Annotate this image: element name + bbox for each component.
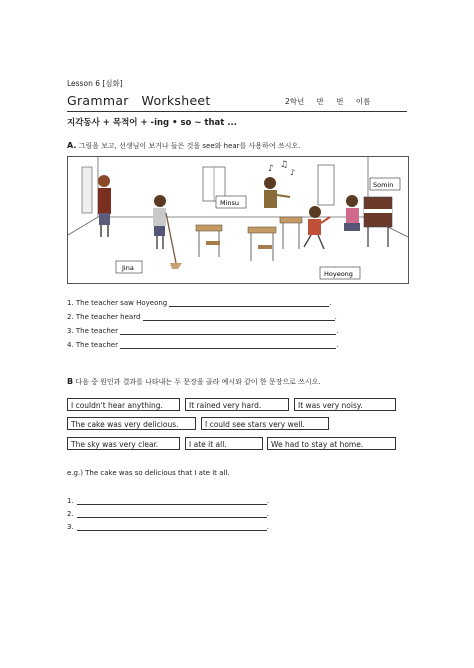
title-row xyxy=(67,93,407,112)
question-1-end: . xyxy=(329,299,332,307)
question-2 xyxy=(67,312,337,321)
classroom-scene xyxy=(68,157,408,283)
lesson-label: Lesson 6 [심화] xyxy=(67,79,123,88)
section-b-instruction xyxy=(67,377,321,387)
sentence-box-1: I couldn't hear anything. xyxy=(67,398,180,411)
answer-row-3 xyxy=(67,522,269,531)
teacher-figure xyxy=(98,175,111,237)
question-2-prefix: 2. The teacher heard xyxy=(67,313,141,321)
svg-text:♪: ♪ xyxy=(268,164,274,174)
svg-text:♫: ♫ xyxy=(280,160,289,170)
answer-line-4[interactable] xyxy=(120,340,339,349)
section-b-text: 다음 중 원인과 결과를 나타내는 두 문장을 골라 예시와 같이 한 문장으로 쓰시오. xyxy=(75,378,321,386)
worksheet-title: Grammar Worksheet xyxy=(67,93,211,108)
grammar-topic: 지각동사 + 목적어 + -ing • so ~ that ... xyxy=(67,118,237,128)
example-sentence: e.g.) The cake was so delicious that I ate it all. xyxy=(67,469,230,477)
sentence-box-4: The cake was very delicious. xyxy=(67,417,196,430)
question-3 xyxy=(67,326,338,335)
label-minsu: Minsu xyxy=(220,199,240,207)
svg-text:♪: ♪ xyxy=(290,168,296,177)
question-3-end: . xyxy=(336,327,339,335)
label-jina: Jina xyxy=(122,264,134,272)
sentence-box-7: I ate it all. xyxy=(185,437,263,450)
desks xyxy=(196,217,302,261)
question-1-prefix: 1. The teacher saw Hoyeong xyxy=(67,299,168,307)
question-4-end: . xyxy=(336,341,339,349)
label-somin: Somin xyxy=(373,181,394,189)
answer-end-2: . xyxy=(266,510,269,518)
answer-blank-3[interactable] xyxy=(77,522,267,531)
answer-num-1: 1. xyxy=(67,497,74,505)
grade-name-field: 2학년 반 번 이름 xyxy=(285,97,371,106)
sentence-box-2: It rained very hard. xyxy=(185,398,289,411)
answer-row-1 xyxy=(67,496,269,505)
section-a-letter: A. xyxy=(67,141,77,150)
section-a-instruction xyxy=(67,141,300,151)
question-4 xyxy=(67,340,338,349)
answer-line-2[interactable] xyxy=(143,312,335,321)
answer-blank-1[interactable] xyxy=(77,496,267,505)
answer-line-1[interactable] xyxy=(169,298,332,307)
sentence-box-5: I could see stars very well. xyxy=(201,417,329,430)
question-3-prefix: 3. The teacher xyxy=(67,327,118,335)
answer-blank-2[interactable] xyxy=(77,509,267,518)
question-1 xyxy=(67,298,332,307)
hoyeong-figure xyxy=(304,206,330,249)
sentence-box-6: The sky was very clear. xyxy=(67,437,180,450)
somin-figure xyxy=(344,195,392,247)
minsu-figure xyxy=(264,160,295,208)
question-2-end: . xyxy=(334,313,337,321)
sentence-box-3: It was very noisy. xyxy=(294,398,396,411)
question-4-prefix: 4. The teacher xyxy=(67,341,118,349)
answer-end-1: . xyxy=(266,497,269,505)
answer-row-2 xyxy=(67,509,269,518)
answer-num-2: 2. xyxy=(67,510,74,518)
classroom-illustration xyxy=(67,156,409,284)
answer-line-3[interactable] xyxy=(120,326,339,335)
section-b-letter: B xyxy=(67,377,74,386)
answer-num-3: 3. xyxy=(67,523,74,531)
section-a-text: 그림을 보고, 선생님이 보거나 들은 것을 see와 hear를 사용하여 쓰시오. xyxy=(78,142,301,150)
answer-end-3: . xyxy=(266,523,269,531)
label-hoyeong: Hoyeong xyxy=(324,270,353,278)
sentence-box-8: We had to stay at home. xyxy=(267,437,396,450)
jina-figure xyxy=(153,195,182,269)
